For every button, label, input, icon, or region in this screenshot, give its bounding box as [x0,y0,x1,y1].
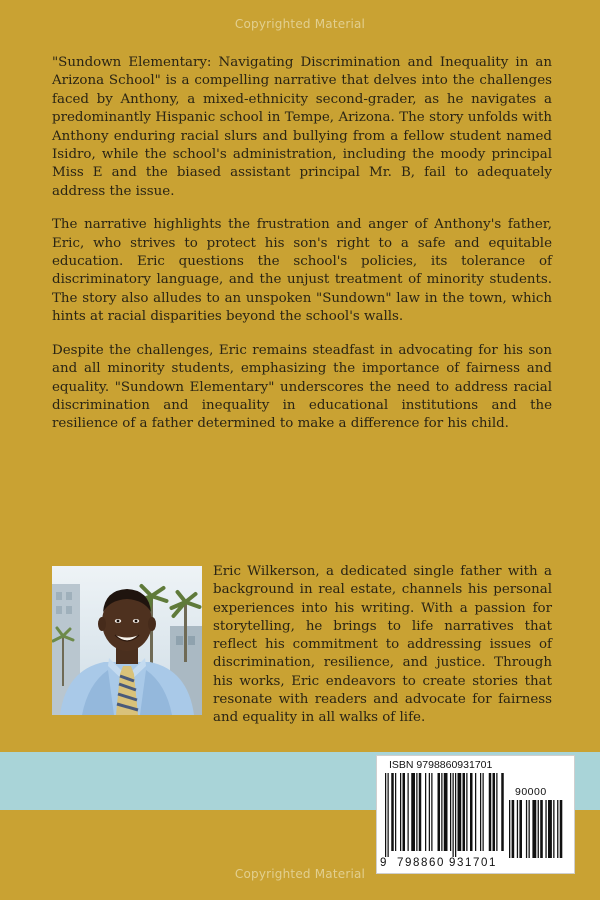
barcode-bar [450,773,451,851]
isbn-first-digit: 9 [380,857,388,869]
barcode-addon-bars [509,800,567,868]
barcode-bar [453,773,454,857]
barcode-bar [529,800,530,858]
watermark-bottom: Copyrighted Material [234,867,366,881]
book-synopsis [52,54,552,449]
synopsis-paragraph-2: The narrative highlights the frustration and anger of Anthony's father, Eric, who strives to protect his son's right to a safe and equitable education. Eric questions the school's policies, its tolerance of discriminatory language, and the unjust treatment of minority students. The story also alludes to an unspoken "Sundown" law in the town, which hints at racial disparities beyond the school's walls. [52,217,552,325]
barcode-bar [475,773,476,851]
barcode-bar [385,773,386,857]
barcode-bar [560,800,563,858]
isbn-right-digits: 931701 [449,857,497,869]
barcode-bar [519,800,522,858]
isbn-left-digits: 798860 [397,857,445,869]
isbn-barcode [376,755,575,874]
barcode-bar [458,773,462,851]
barcode-bar [388,773,389,857]
barcode-bar [391,773,394,851]
barcode-bar [540,800,543,858]
barcode-bar [470,773,473,851]
barcode-bar [501,773,504,851]
barcode-bar [496,773,497,851]
barcode-bar [538,800,539,858]
barcode-bar [517,800,518,858]
barcode-bar [411,773,415,851]
barcode-bar [463,773,466,851]
barcode-bar [526,800,527,858]
author-bio: Eric Wilkerson, a dedicated single father with a background in real estate, channels his personal experiences into his writing. With a passion for storytelling, he brings to life narratives that reflect his commitment to addressing issues of discrimination, resilience, and justice. Through his works, Eric endeavors to create stories that resonate with readers and advocate for fairness and equality in all walks of life. [213,564,552,726]
barcode-bar [441,773,442,851]
synopsis-paragraph-1: "Sundown Elementary: Navigating Discrimination and Inequality in an Arizona School" is a compelling narrative that delves into the challenges faced by Anthony, a mixed-ethnicity second-grader, as he navigates a predominantly Hispanic school in Tempe, Arizona. The story unfolds with Anthony enduring racial slurs and bullying from a fellow student named Isidro, while the school's administration, including the moody principal Miss E and the biased assistant principal Mr. B, fail to adequately address the issue. [52,55,552,199]
barcode-bar [512,800,515,858]
barcode-bar [395,773,396,851]
barcode-bar [431,773,432,851]
author-photo [52,566,202,715]
synopsis-paragraph-3: Despite the challenges, Eric remains steadfast in advocating for his son and all minority students, emphasizing the importance of fairness and equality. "Sundown Elementary" underscores the need to address racial discrimination and inequality in educational institutions and the resilience of a father determined to make a difference for his child. [52,342,552,432]
barcode-bar [408,773,409,851]
author-portrait-illustration [52,566,202,715]
barcode-bar [429,773,430,851]
barcode-bar [444,773,448,851]
barcode-bar [545,800,546,858]
barcode-bar [553,800,554,858]
barcode-bar [455,773,456,857]
isbn-label: ISBN 9798860931701 [389,759,493,771]
barcode-bar [489,773,492,851]
barcode-bar [416,773,417,851]
price-code: 90000 [515,786,547,798]
barcode-bar [483,773,484,851]
barcode-bar [548,800,552,858]
barcode-bar [419,773,422,851]
barcode-bar [532,800,536,858]
barcode-bar [557,800,558,858]
barcode-bars [385,773,505,857]
barcode-bar [425,773,426,851]
barcode-bar [466,773,467,851]
barcode-bar [438,773,441,851]
barcode-bar [400,773,401,851]
barcode-bar [403,773,406,851]
watermark-top: Copyrighted Material [234,17,366,31]
barcode-bar [509,800,510,858]
barcode-bar [480,773,481,851]
barcode-bar [493,773,496,851]
